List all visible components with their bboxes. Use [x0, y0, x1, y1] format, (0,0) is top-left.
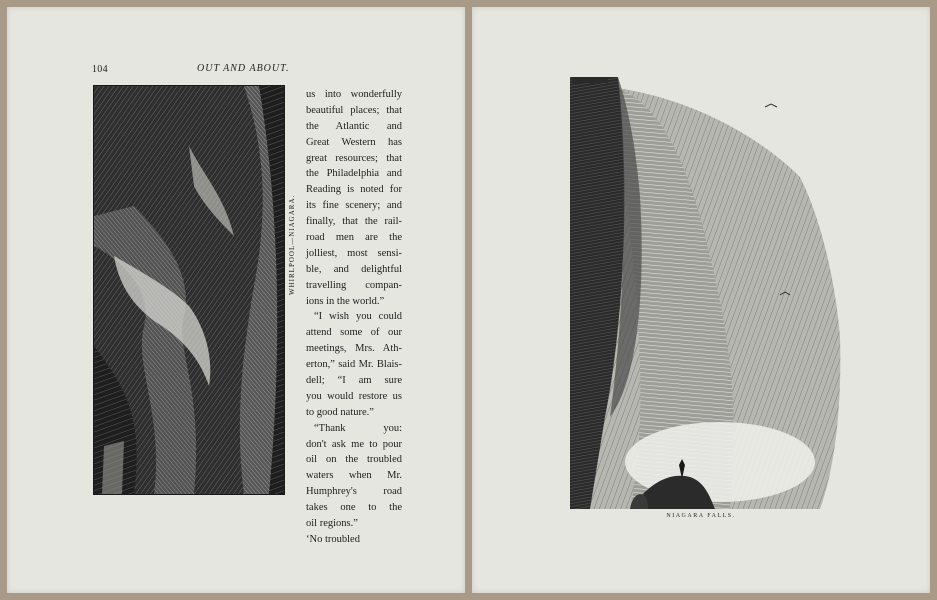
text-line: great resources; that	[306, 152, 402, 164]
text-line: “Thank you:	[314, 422, 402, 434]
whirlpool-caption: WHIRLPOOL—NIAGARA.	[288, 194, 296, 295]
text-line: Great Western has	[306, 136, 402, 148]
text-line: oil regions.”	[306, 518, 358, 530]
whirlpool-engraving	[94, 86, 284, 494]
text-line: jolliest, most sensi-	[306, 247, 402, 259]
running-head: OUT AND ABOUT.	[197, 63, 290, 74]
text-line: its fine scenery; and	[306, 200, 402, 212]
text-line: ions in the world.”	[306, 295, 385, 307]
text-line: takes one to the	[306, 502, 402, 514]
text-line: to good nature.”	[306, 406, 374, 418]
niagara-falls-illustration	[570, 77, 842, 509]
text-line: beautiful places; that	[306, 104, 402, 116]
text-line: meetings, Mrs. Ath-	[306, 343, 402, 355]
page-number: 104	[92, 64, 108, 75]
left-page	[7, 7, 465, 593]
text-line: erton,” said Mr. Blais-	[306, 359, 402, 371]
text-line: Humphrey's road	[306, 486, 402, 498]
text-line: ble, and delightful	[306, 263, 402, 275]
body-text-column	[306, 87, 402, 548]
niagara-falls-engraving	[570, 77, 842, 509]
text-line: waters when Mr.	[306, 470, 402, 482]
text-line: us into wonderfully	[306, 89, 402, 100]
text-line: don't ask me to pour	[306, 438, 402, 450]
text-line: ‘No troubled	[306, 533, 360, 545]
text-line: the Philadelphia and	[306, 168, 402, 180]
text-line: “I wish you could	[314, 311, 402, 323]
text-line: travelling compan-	[306, 279, 402, 291]
whirlpool-illustration	[93, 85, 285, 495]
text-line: oil on the troubled	[306, 454, 402, 466]
text-line: Reading is noted for	[306, 184, 402, 196]
niagara-falls-caption: NIAGARA FALLS.	[666, 513, 736, 519]
text-line: dell; “I am sure	[306, 375, 402, 387]
text-line: road men are the	[306, 232, 402, 244]
text-line: you would restore us	[306, 390, 402, 402]
text-line: finally, that the rail-	[306, 216, 402, 228]
right-page	[472, 7, 930, 593]
text-line: attend some of our	[306, 327, 402, 339]
text-line: the Atlantic and	[306, 120, 402, 132]
